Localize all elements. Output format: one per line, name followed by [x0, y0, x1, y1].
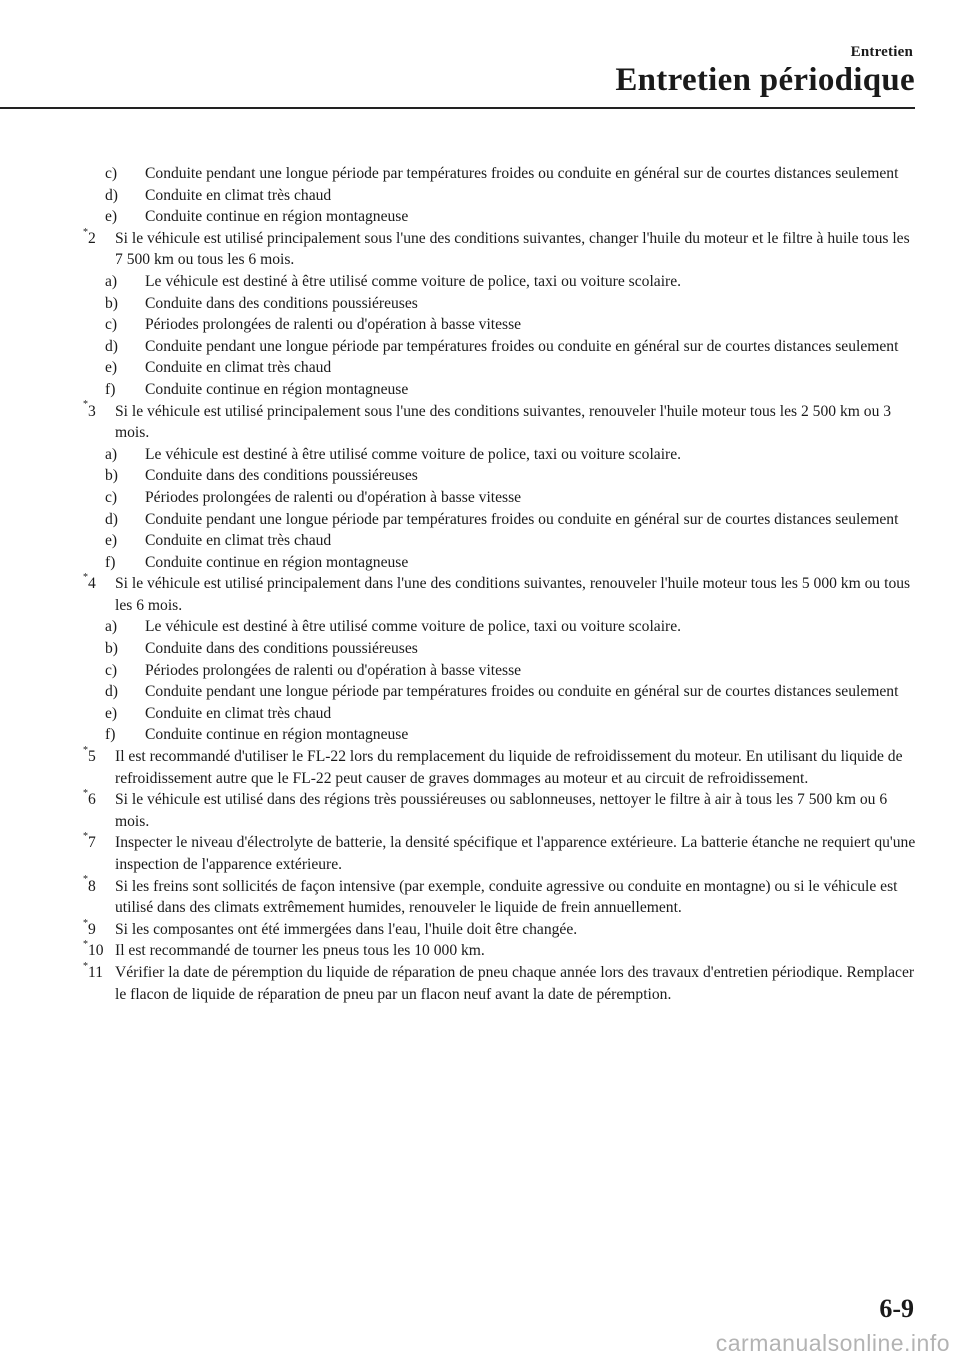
list-item-text: Conduite dans des conditions poussiéreuses — [145, 467, 418, 485]
section-label: Entretien — [850, 44, 913, 60]
list-item-text: Le véhicule est destiné à être utilisé comme voiture de police, taxi ou voiture scolaire. — [145, 618, 682, 636]
list-item-text: Le véhicule est destiné à être utilisé comme voiture de police, taxi ou voiture scolaire. — [145, 272, 682, 290]
footnote-star: * — [83, 744, 88, 756]
list-item-label: d) — [105, 510, 118, 528]
footnote-star: * — [83, 939, 88, 951]
list-item-label: a) — [105, 618, 118, 636]
list-item-label: f) — [105, 380, 116, 398]
footnote-number: 10 — [88, 942, 104, 960]
footnote-text: Si le véhicule est utilisé principalement sous l'une des conditions suivantes, renouveler l'huile moteur tous les 2 500 km ou 3 mois. — [115, 402, 892, 442]
list-item — [86, 271, 918, 293]
list-item-label: c) — [105, 316, 118, 334]
list-item-text: Conduite continue en région montagneuse — [145, 208, 409, 226]
list-item-label: f) — [105, 726, 116, 744]
list-item-label: a) — [105, 272, 118, 290]
footnote-marker — [83, 401, 96, 423]
footnote-star: * — [83, 831, 88, 843]
footnote-number: 3 — [88, 402, 96, 420]
footnote-marker — [83, 789, 96, 811]
footnote-6 — [83, 788, 918, 832]
list-item-label: e) — [105, 359, 118, 377]
list-item-label: d) — [105, 683, 118, 701]
footnote-text: Si les freins sont sollicités de façon intensive (par exemple, conduite agressive ou conduite en montagne) ou si le véhicule est utilisé dans des climats extrêmement humides, renouveler le liquide de frein annuellement. — [115, 877, 898, 917]
footnote-7 — [83, 831, 918, 875]
list-item — [86, 660, 918, 682]
list-item — [86, 336, 918, 358]
footnote-10 — [83, 939, 918, 962]
footnote-11 — [83, 960, 918, 1005]
list-item-label: f) — [105, 553, 116, 571]
list-item-label: b) — [105, 467, 118, 485]
footnote-text: Si le véhicule est utilisé principalement sous l'une des conditions suivantes, changer l'huile du moteur et le filtre à huile tous les 7 500 km ou tous les 6 mois. — [115, 229, 910, 269]
list-item-text: Conduite pendant une longue période par températures froides ou conduite en général sur de courtes distances seulement — [145, 337, 899, 355]
list-item — [86, 616, 918, 638]
footnote-marker — [83, 940, 104, 962]
list-item-label: e) — [105, 532, 118, 550]
footnote-number: 8 — [88, 877, 96, 895]
footnote-marker — [83, 876, 96, 898]
list-item — [86, 638, 918, 660]
list-item — [86, 293, 918, 315]
header-divider — [0, 107, 915, 109]
footnote-number: 2 — [88, 229, 96, 247]
footnote-3 — [83, 399, 918, 444]
list-item — [86, 465, 918, 487]
footnote-text: Inspecter le niveau d'électrolyte de batterie, la densité spécifique et l'apparence extérieure. La batterie étanche ne requiert qu'une inspection de l'apparence extérieure. — [115, 834, 916, 873]
footnote-marker — [83, 573, 96, 595]
list-item-text: Conduite en climat très chaud — [145, 704, 332, 722]
footnote-9 — [83, 917, 918, 941]
footnote-2 — [83, 226, 918, 271]
page-number: 6-9 — [879, 1294, 914, 1323]
list-item-text: Conduite en climat très chaud — [145, 532, 332, 550]
footnote-marker — [83, 746, 96, 768]
list-item — [86, 724, 918, 746]
list-item-label: e) — [105, 208, 118, 226]
list-item-text: Le véhicule est destiné à être utilisé comme voiture de police, taxi ou voiture scolaire. — [145, 445, 682, 463]
list-item-label: b) — [105, 294, 118, 312]
footnote-5 — [83, 744, 918, 789]
list-item — [86, 681, 918, 703]
footnote-marker — [83, 962, 103, 984]
list-item-text: Conduite en climat très chaud — [145, 359, 332, 377]
footnote-number: 7 — [88, 834, 96, 852]
list-item-text: Conduite continue en région montagneuse — [145, 726, 409, 744]
footnote-number: 6 — [88, 791, 96, 809]
page-title: Entretien périodique — [615, 62, 915, 98]
footnote-text: Il est recommandé d'utiliser le FL-22 lors du remplacement du liquide de refroidissement du moteur. En utilisant du liquide de refroidissement autre que le FL-22 peut causer de graves dommages au moteur et au circuit de refroidissement. — [115, 748, 903, 787]
footnote-number: 9 — [88, 920, 96, 938]
list-item-label: b) — [105, 640, 118, 658]
footnote-text: Si le véhicule est utilisé principalement dans l'une des conditions suivantes, renouveler l'huile moteur tous les 5 000 km ou tous les 6 mois. — [115, 575, 911, 614]
list-item-label: d) — [105, 186, 118, 204]
list-item-label: a) — [105, 445, 118, 463]
footnote-star: * — [83, 399, 88, 411]
list-item-label: c) — [105, 488, 118, 506]
list-item — [86, 206, 918, 228]
continued-list — [86, 163, 918, 228]
list-item-label: c) — [105, 165, 118, 182]
list-item-label: e) — [105, 704, 118, 722]
footnote-star: * — [83, 917, 88, 929]
footnote-text: Vérifier la date de péremption du liquide de réparation de pneu chaque année lors des travaux d'entretien périodique. Remplacer le flacon de liquide de réparation de pneu par un flacon neuf avant la date de péremption. — [115, 963, 915, 1003]
list-item-text: Conduite pendant une longue période par températures froides ou conduite en général sur de courtes distances seulement — [145, 510, 899, 528]
list-item-text: Périodes prolongées de ralenti ou d'opération à basse vitesse — [145, 316, 522, 334]
footnote-list — [83, 226, 918, 1005]
list-item-text: Conduite en climat très chaud — [145, 186, 332, 204]
list-item-text: Conduite dans des conditions poussiéreuses — [145, 294, 418, 312]
footnote-star: * — [83, 874, 88, 886]
list-item — [86, 530, 918, 552]
notes-content — [83, 163, 918, 1005]
footnote-number: 5 — [88, 748, 96, 766]
footnote-text: Il est recommandé de tourner les pneus tous les 10 000 km. — [115, 942, 485, 960]
footnote-4 — [83, 572, 918, 616]
list-item — [86, 703, 918, 725]
footnote-star: * — [83, 960, 88, 972]
list-item-text: Périodes prolongées de ralenti ou d'opération à basse vitesse — [145, 661, 522, 679]
watermark: carmanualsonline.info — [715, 1330, 950, 1356]
list-item-text: Conduite pendant une longue période par températures froides ou conduite en général sur de courtes distances seulement — [145, 683, 899, 701]
footnote-star: * — [83, 226, 88, 238]
footnote-8 — [83, 874, 918, 919]
list-item — [86, 487, 918, 509]
list-item — [86, 379, 918, 401]
list-item — [86, 185, 918, 207]
list-item — [86, 509, 918, 531]
footnote-star: * — [83, 788, 88, 800]
list-item-text: Périodes prolongées de ralenti ou d'opération à basse vitesse — [145, 488, 522, 506]
list-item-label: d) — [105, 337, 118, 355]
list-item-text: Conduite continue en région montagneuse — [145, 553, 409, 571]
footnote-marker — [83, 832, 96, 854]
footnote-star: * — [83, 572, 88, 584]
list-item — [86, 444, 918, 466]
footnote-marker — [83, 228, 96, 250]
list-item-text: Conduite pendant une longue période par températures froides ou conduite en général sur de courtes distances seulement — [145, 165, 899, 182]
footnote-number: 11 — [88, 963, 104, 981]
list-item — [86, 163, 918, 185]
list-item — [86, 357, 918, 379]
list-item-label: c) — [105, 661, 118, 679]
list-item — [86, 314, 918, 336]
list-item-text: Conduite continue en région montagneuse — [145, 380, 409, 398]
list-item-text: Conduite dans des conditions poussiéreuses — [145, 640, 418, 658]
footnote-text: Si le véhicule est utilisé dans des régions très poussiéreuses ou sablonneuses, nettoyer le filtre à air à tous les 7 500 km ou 6 mois. — [115, 791, 888, 830]
list-item — [86, 552, 918, 574]
footnote-number: 4 — [88, 575, 96, 593]
footnote-text: Si les composantes ont été immergées dans l'eau, l'huile doit être changée. — [115, 920, 578, 938]
footnote-marker — [83, 919, 96, 941]
